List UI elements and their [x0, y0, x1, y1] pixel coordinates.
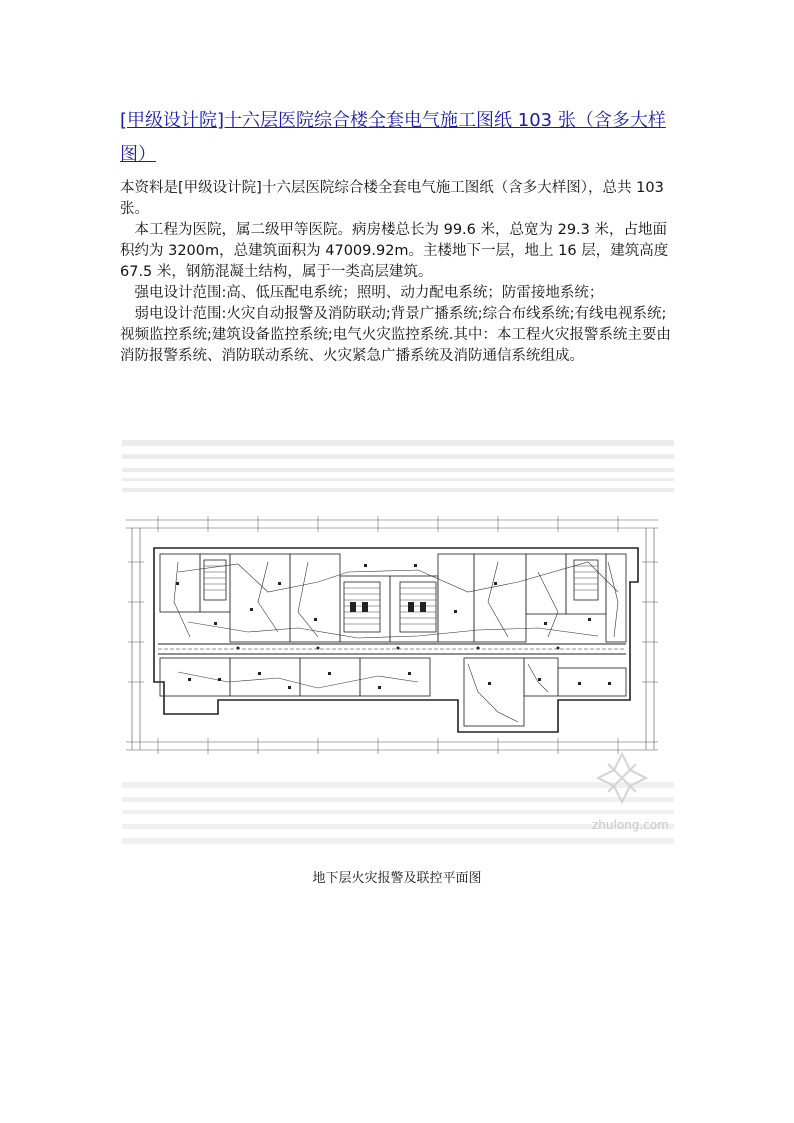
- floor-plan-figure: [118, 432, 678, 860]
- paragraph-project-overview: 本工程为医院，属二级甲等医院。病房楼总长为 99.6 米，总宽为 29.3 米，占地面积约为 3200m，总建筑面积为 47009.92m。主楼地下一层，地上 16 层，建筑高度 67.5 米，钢筋混凝土结构，属于一类高层建筑。: [120, 222, 669, 280]
- document-title[interactable]: [甲级设计院]十六层医院综合楼全套电气施工图纸 103 张（含多大样图）: [120, 110, 666, 165]
- paragraph-weak-current: 弱电设计范围:火灾自动报警及消防联动;背景广播系统;综合布线系统;有线电视系统;视频监控系统;建筑设备监控系统;电气火灾监控系统.其中：本工程火灾报警系统主要由消防报警系统、消防联动系统、火灾紧急广播系统及消防通信系统组成。: [120, 306, 671, 364]
- paragraph-strong-current: 强电设计范围:高、低压配电系统；照明、动力配电系统；防雷接地系统；: [134, 285, 604, 301]
- document-body: [120, 178, 678, 367]
- paragraph-intro: 本资料是[甲级设计院]十六层医院综合楼全套电气施工图纸（含多大样图），总共 103 张。: [120, 180, 664, 217]
- floor-plan-drawing-icon: [118, 432, 678, 860]
- figure-caption: 地下层火灾报警及联控平面图: [312, 871, 482, 886]
- watermark-text: zhulong.com: [592, 818, 669, 832]
